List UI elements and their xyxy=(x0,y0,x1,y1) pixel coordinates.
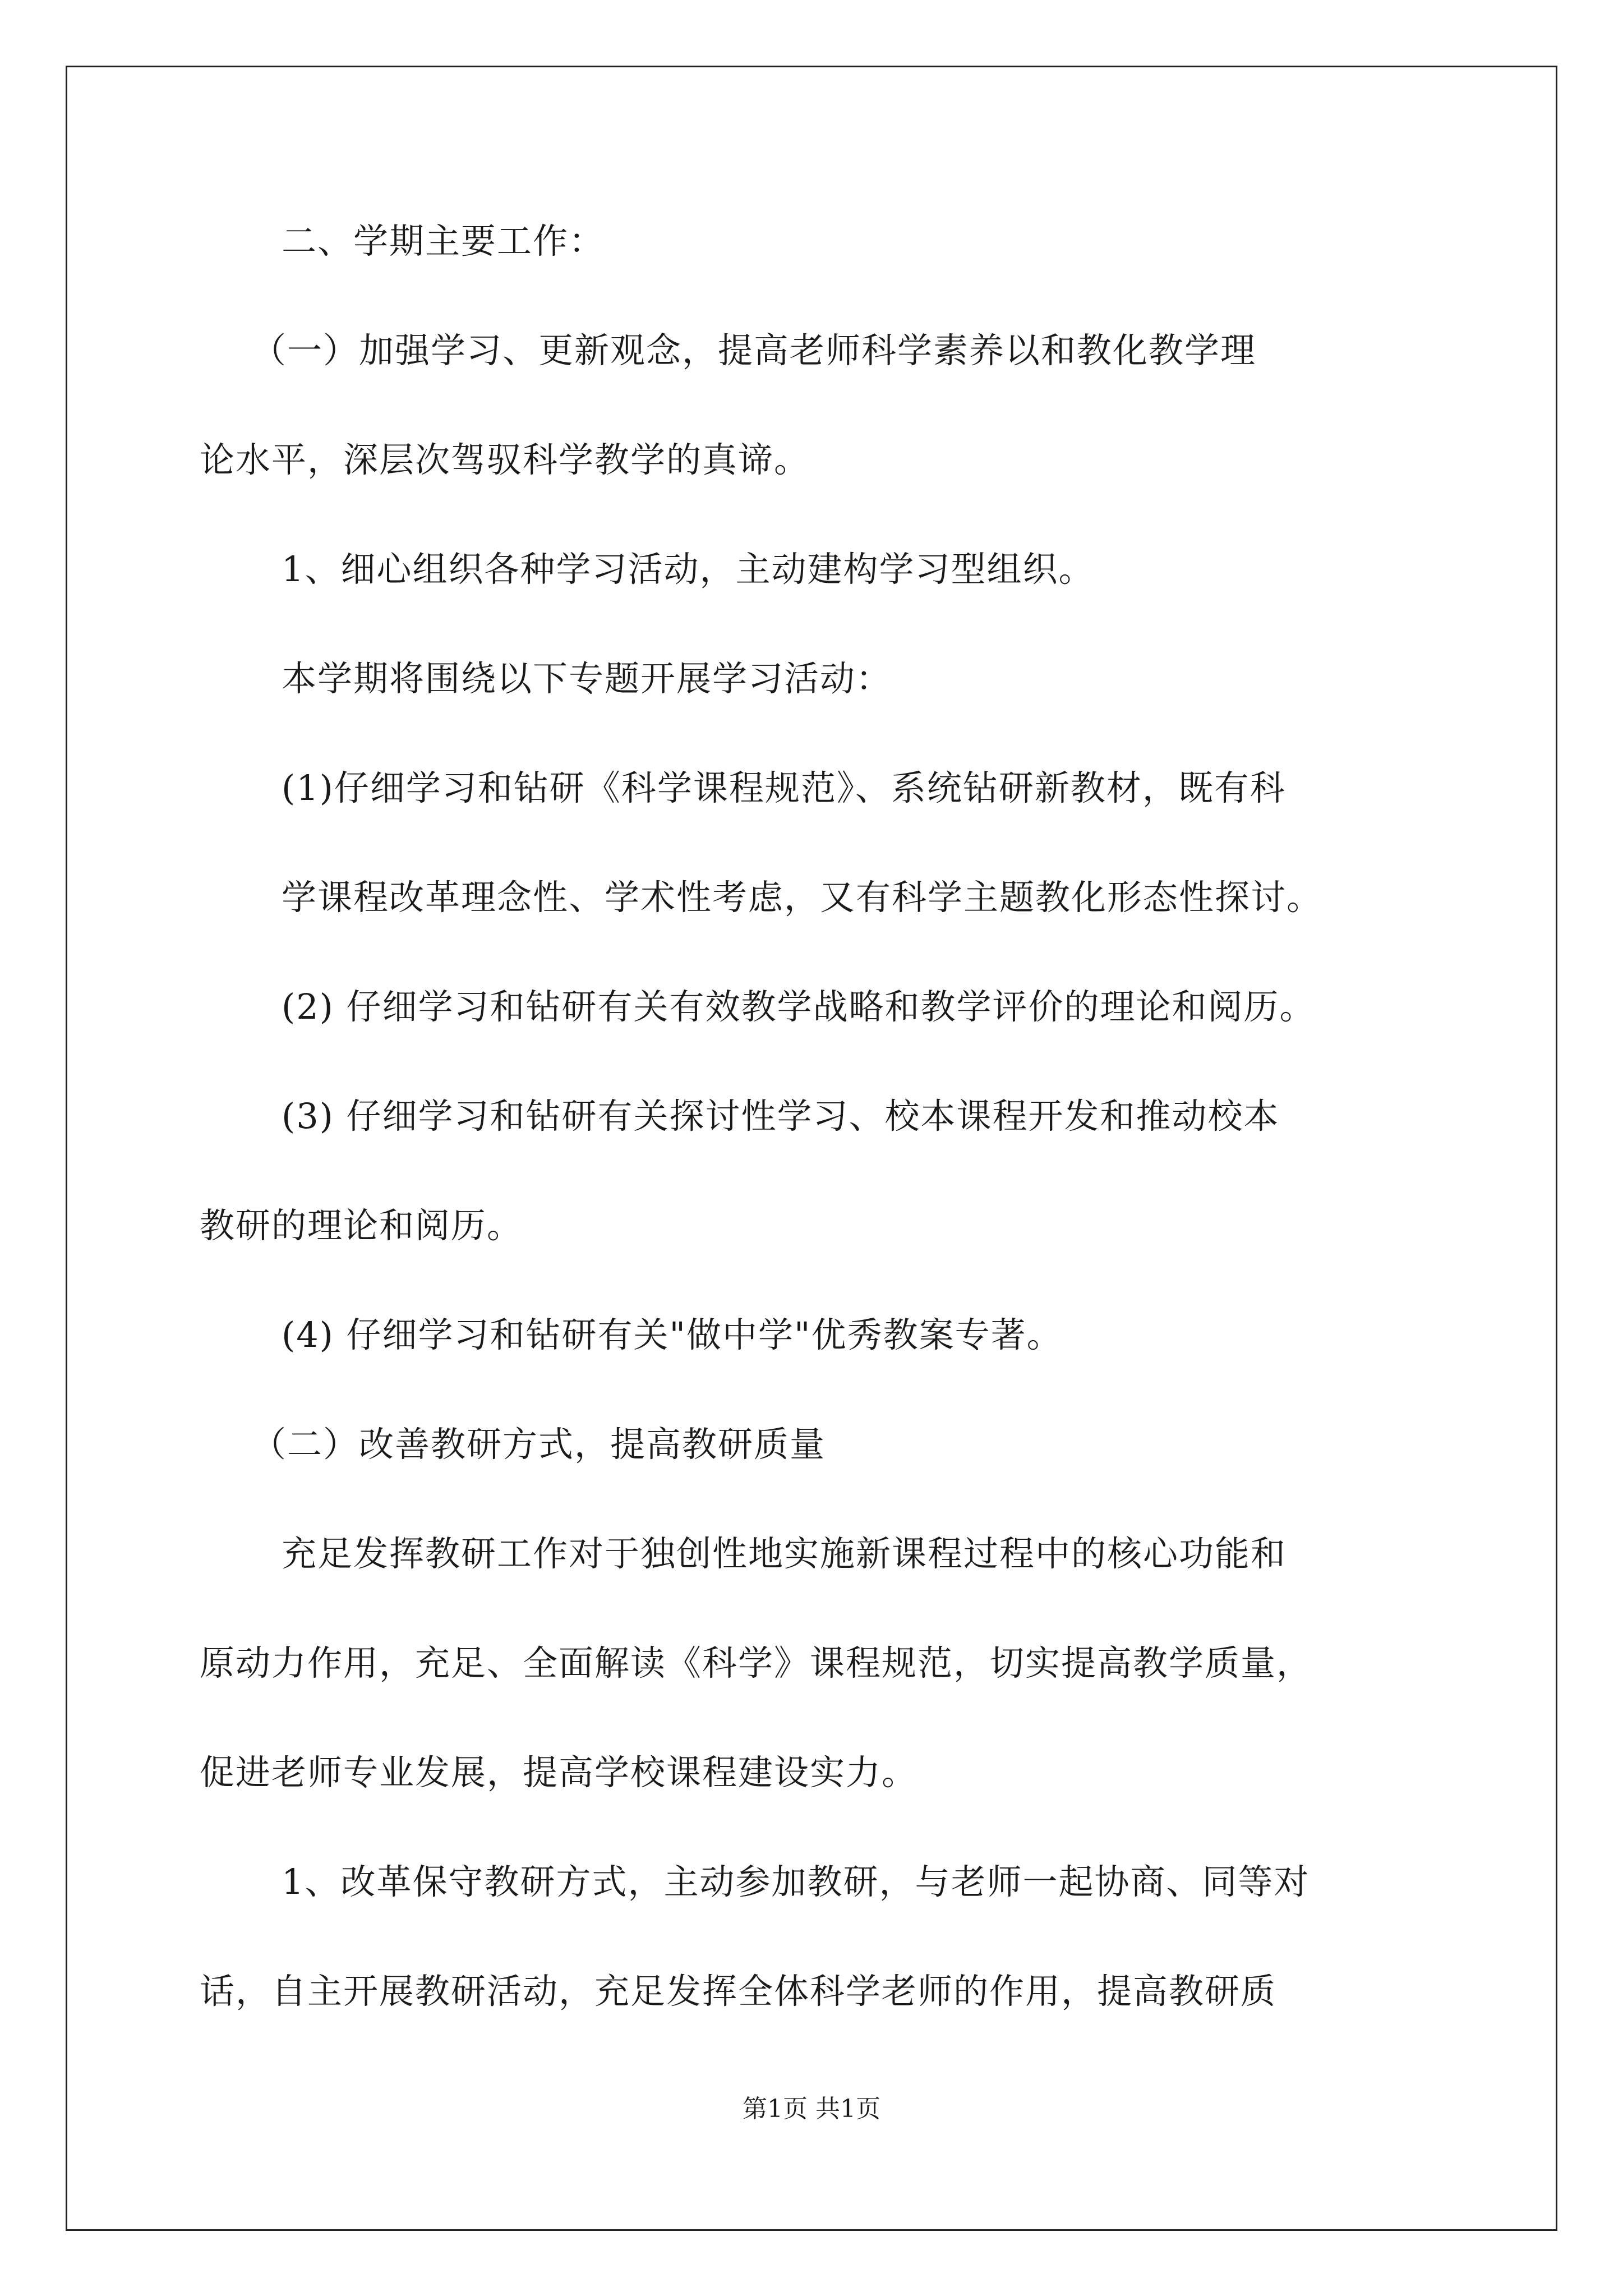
paragraph-line: 论水平，深层次驾驭科学教学的真谛。 xyxy=(200,439,810,480)
list-item: 1、改革保守教研方式，主动参加教研，与老师一起协商、同等对 xyxy=(282,1861,1310,1902)
page-border xyxy=(66,66,1557,2231)
list-item: (4) 仔细学习和钻研有关"做中学"优秀教案专著。 xyxy=(282,1314,1063,1355)
subsection-heading-1: （一）加强学习、更新观念，提高老师科学素养以和教化教学理 xyxy=(251,330,1257,371)
list-item-continuation: 教研的理论和阅历。 xyxy=(200,1205,523,1246)
list-item-continuation: 话，自主开展教研活动，充足发挥全体科学老师的作用，提高教研质 xyxy=(200,1971,1277,2012)
list-item-continuation: 学课程改革理念性、学术性考虑，又有科学主题教化形态性探讨。 xyxy=(282,877,1323,918)
paragraph-line: 本学期将围绕以下专题开展学习活动： xyxy=(282,658,892,699)
paragraph-line: 促进老师专业发展，提高学校课程建设实力。 xyxy=(200,1752,918,1793)
subsection-heading-2: （二）改善教研方式，提高教研质量 xyxy=(251,1424,826,1465)
list-item: (1)仔细学习和钻研《科学课程规范》、系统钻研新教材，既有科 xyxy=(282,767,1286,808)
paragraph-line: 充足发挥教研工作对于独创性地实施新课程过程中的核心功能和 xyxy=(282,1533,1287,1574)
list-item: (2) 仔细学习和钻研有关有效教学战略和教学评价的理论和阅历。 xyxy=(282,986,1316,1027)
paragraph-line: 原动力作用，充足、全面解读《科学》课程规范，切实提高教学质量， xyxy=(200,1642,1313,1683)
section-heading: 二、学期主要工作： xyxy=(282,220,605,261)
list-item-heading: 1、细心组织各种学习活动，主动建构学习型组织。 xyxy=(282,549,1095,590)
page-number-footer: 第1页 共1页 xyxy=(743,2095,880,2123)
list-item: (3) 仔细学习和钻研有关探讨性学习、校本课程开发和推动校本 xyxy=(282,1096,1280,1137)
